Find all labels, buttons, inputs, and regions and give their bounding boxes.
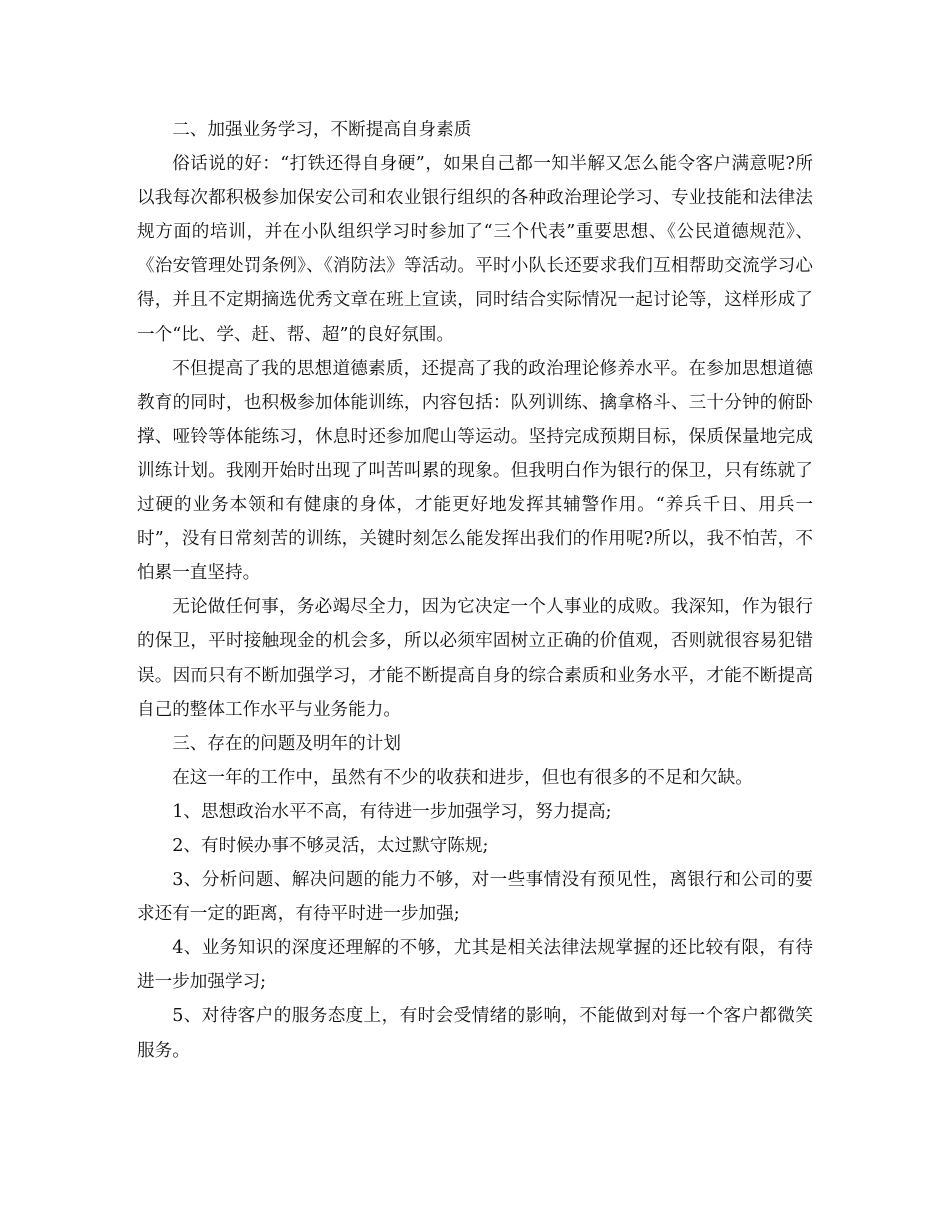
- paragraph-physical-training: 不但提高了我的思想道德素质，还提高了我的政治理论修养水平。在参加思想道德教育的同时，也积极参加体能训练，内容包括：队列训练、擒拿格斗、三十分钟的俯卧撑、哑铃等体能练习，休息时还参加爬山等运动。坚持完成预期目标，保质保量地完成训练计划。我刚开始时出现了叫苦叫累的现象。但我明白作为银行的保卫，只有练就了过硬的业务本领和有健康的身体，才能更好地发挥其辅警作用。“养兵千日、用兵一时”，没有日常刻苦的训练，关键时刻怎么能发挥出我们的作用呢?所以，我不怕苦，不怕累一直坚持。: [137, 358, 813, 584]
- list-item-2: 2、有时候办事不够灵活，太过默守陈规;: [172, 835, 489, 856]
- paragraph-shortcomings-intro: 在这一年的工作中，虽然有不少的收获和进步，但也有很多的不足和欠缺。: [172, 767, 753, 788]
- list-item-1: 1、思想政治水平不高，有待进一步加强学习，努力提高;: [172, 801, 612, 822]
- document-body: [137, 113, 813, 1068]
- list-item-5: 5、对待客户的服务态度上，有时会受情绪的影响，不能做到对每一个客户都微笑服务。: [137, 1006, 813, 1061]
- section-heading-2: 二、加强业务学习，不断提高自身素质: [172, 120, 472, 140]
- list-item-3: 3、分析问题、解决问题的能力不够，对一些事情没有预见性，离银行和公司的要求还有一定的距离，有待平时进一步加强;: [137, 870, 813, 925]
- paragraph-values: 无论做任何事，务必竭尽全力，因为它决定一个人事业的成败。我深知，作为银行的保卫，平时接触现金的机会多，所以必须牢固树立正确的价值观，否则就很容易犯错误。因而只有不断加强学习，才能不断提高自身的综合素质和业务水平，才能不断提高自己的整体工作水平与业务能力。: [137, 597, 813, 720]
- list-item-4: 4、业务知识的深度还理解的不够，尤其是相关法律法规掌握的还比较有限，有待进一步加强学习;: [137, 938, 813, 993]
- paragraph-study-training: 俗话说的好：“打铁还得自身硬”，如果自己都一知半解又怎么能令客户满意呢?所以我每次都积极参加保安公司和农业银行组织的各种政治理论学习、专业技能和法律法规方面的培训，并在小队组织学习时参加了“三个代表”重要思想、《公民道德规范》、《治安管理处罚条例》、《消防法》等活动。平时小队长还要求我们互相帮助交流学习心得，并且不定期摘选优秀文章在班上宣读，同时结合实际情况一起讨论等，这样形成了一个“比、学、赶、帮、超”的良好氛围。: [137, 154, 813, 345]
- section-heading-3: 三、存在的问题及明年的计划: [172, 733, 401, 754]
